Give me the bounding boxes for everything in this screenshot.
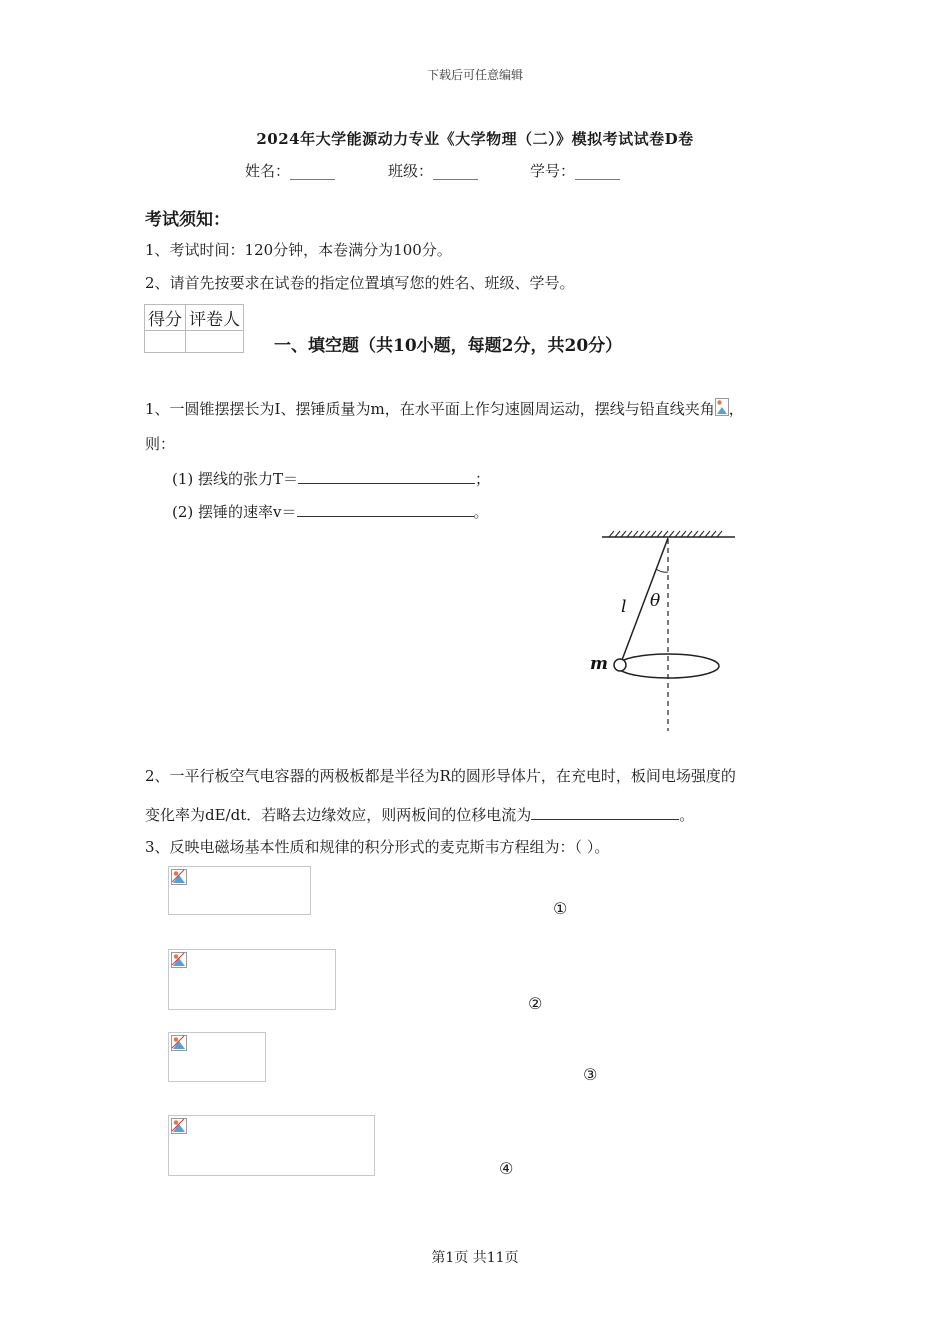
broken-image-icon [171, 1035, 187, 1051]
question-1-line2: 则： [145, 435, 176, 453]
page-title: 2024年大学能源动力专业《大学物理（二）》模拟考试试卷D卷 [256, 130, 694, 148]
equation-2-label: ② [528, 994, 543, 1013]
question-1-text [145, 398, 744, 420]
part-2-label: (2) 摆锤的速率v＝ [172, 503, 297, 521]
speed-answer-blank[interactable] [297, 500, 474, 517]
header-note: 下载后可任意编辑 [426, 68, 523, 82]
equation-1-image [168, 866, 311, 915]
question-1-line1-end: ， [728, 400, 744, 418]
grader-header: 评卷人 [186, 305, 244, 331]
conical-pendulum-diagram [585, 528, 745, 733]
score-table [144, 304, 244, 353]
broken-image-icon [171, 1118, 187, 1134]
question-1-part-1 [172, 467, 490, 490]
student-id-label: 学号： [530, 162, 576, 180]
broken-image-icon [171, 952, 187, 968]
question-2-end: 。 [679, 806, 695, 824]
student-id-blank: ______ [575, 162, 621, 180]
grader-cell[interactable] [186, 331, 244, 353]
equation-3-image [168, 1032, 266, 1082]
class-blank: ______ [433, 162, 479, 180]
score-cell[interactable] [145, 331, 186, 353]
part-1-label: (1) 摆线的张力T＝ [172, 470, 299, 488]
question-2-line2 [145, 803, 694, 826]
question-2-line1: 2、一平行板空气电容器的两极板都是半径为R的圆形导体片，在充电时，板间电场强度的 [145, 767, 736, 785]
question-2-line2-text: 变化率为dE/dt．若略去边缘效应，则两板间的位移电流为 [145, 806, 532, 824]
equation-4-label: ④ [499, 1159, 514, 1178]
class-field[interactable] [388, 160, 478, 181]
name-label: 姓名： [245, 162, 291, 180]
notice-item-1: 1、考试时间：120分钟，本卷满分为100分。 [145, 241, 452, 259]
equation-2-image [168, 949, 336, 1010]
part-1-end: ； [475, 470, 491, 488]
length-label: l [621, 597, 627, 617]
displacement-current-blank[interactable] [531, 803, 679, 820]
angle-arc [656, 569, 668, 572]
ceiling-hatch [602, 531, 735, 537]
equation-1-label: ① [553, 899, 568, 918]
part-2-end: 。 [473, 503, 489, 521]
angle-label: θ [650, 591, 661, 611]
class-label: 班级： [388, 162, 434, 180]
tension-answer-blank[interactable] [298, 467, 475, 484]
notice-item-2: 2、请首先按要求在试卷的指定位置填写您的姓名、班级、学号。 [145, 274, 575, 292]
section-heading: 一、填空题（共10小题，每题2分，共20分） [274, 336, 623, 356]
question-1-part-2 [172, 500, 489, 523]
score-header: 得分 [145, 305, 186, 331]
notice-heading: 考试须知： [145, 210, 230, 230]
pendulum-string [622, 538, 668, 660]
student-id-field[interactable] [530, 160, 620, 181]
page-footer: 第1页 共11页 [431, 1250, 519, 1266]
question-3-text: 3、反映电磁场基本性质和规律的积分形式的麦克斯韦方程组为：（ ）。 [145, 838, 610, 856]
equation-4-image [168, 1115, 375, 1176]
name-field[interactable] [245, 160, 335, 181]
broken-image-icon [171, 869, 187, 885]
question-1-line1: 1、一圆锥摆摆长为I、摆锤质量为m，在水平面上作匀速圆周运动，摆线与铅直线夹角 [145, 400, 715, 418]
name-blank: ______ [290, 162, 336, 180]
pendulum-bob [614, 659, 626, 671]
equation-3-label: ③ [583, 1065, 598, 1084]
mass-label: m [590, 654, 608, 674]
broken-image-icon [715, 398, 729, 416]
